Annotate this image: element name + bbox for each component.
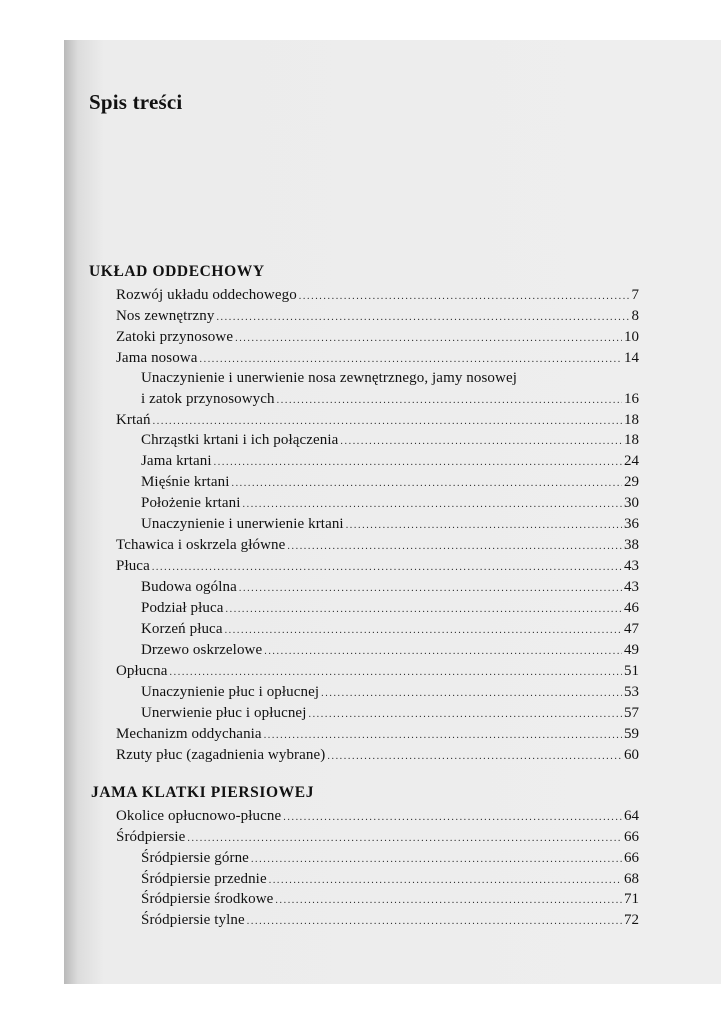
dot-leader [200, 350, 623, 370]
dot-leader [264, 726, 622, 746]
dot-leader [239, 579, 622, 599]
toc-entry-label: Śródpiersie przednie [141, 871, 267, 887]
toc-entry-page: 38 [624, 537, 639, 553]
toc-entry-label: Budowa ogólna [141, 579, 237, 595]
toc-entry-label: Mięśnie krtani [141, 474, 230, 490]
toc-entry-label: Okolice opłucnowo-płucne [116, 808, 282, 824]
toc-entry-page: 8 [631, 308, 639, 324]
toc-entry-label: Opłucna [116, 663, 168, 679]
dot-leader [231, 474, 622, 494]
dot-leader [170, 663, 622, 683]
toc-entry-page: 57 [624, 705, 639, 721]
toc-entry [116, 348, 639, 368]
toc-entry-page: 36 [624, 516, 639, 532]
toc-entry [116, 724, 639, 744]
toc-entry-page: 43 [624, 558, 639, 574]
page-title: Spis treści [89, 90, 183, 114]
toc-entry-label: i zatok przynosowych [141, 391, 275, 407]
toc-entry-label: Jama nosowa [116, 350, 198, 366]
toc-entry-label: Unaczynienie płuc i opłucnej [141, 684, 320, 700]
toc-entry-label: Mechanizm oddychania [116, 726, 262, 742]
dot-leader [243, 495, 623, 515]
toc-entry-page: 18 [624, 412, 639, 428]
toc-entry-page: 16 [624, 391, 639, 407]
dot-leader [287, 537, 622, 557]
toc-entry [116, 806, 639, 826]
toc-entry-page: 7 [631, 287, 639, 303]
toc-entry-label: Śródpiersie górne [141, 850, 249, 866]
toc-entry [141, 493, 639, 513]
dot-leader [235, 329, 622, 349]
toc-entry-page: 46 [624, 600, 639, 616]
dot-leader [226, 600, 622, 620]
toc-entry-label: Unerwienie płuc i opłucnej [141, 705, 307, 721]
toc-entry-page: 53 [624, 684, 639, 700]
toc-entry-label: Tchawica i oskrzela główne [116, 537, 286, 553]
toc-entry-label: Położenie krtani [141, 495, 241, 511]
toc-entry-label: Unaczynienie i unerwienie krtani [141, 516, 344, 532]
toc-entry-label: Rozwój układu oddechowego [116, 287, 297, 303]
dot-leader [251, 850, 622, 870]
dot-leader [308, 705, 622, 725]
toc-entry-page: 66 [624, 829, 639, 845]
toc-entry [141, 451, 639, 471]
dot-leader [225, 621, 622, 641]
toc-entry-page: 30 [624, 495, 639, 511]
toc-entry-label: Podział płuca [141, 600, 224, 616]
toc-entry [141, 619, 639, 639]
toc-entry [141, 598, 639, 618]
toc-entry [116, 410, 639, 430]
dot-leader [299, 287, 629, 307]
toc-entry [116, 306, 639, 326]
toc-entry-label: Płuca [116, 558, 150, 574]
toc-entry-page: 49 [624, 642, 639, 658]
toc-entry [141, 577, 639, 597]
toc-entry-page: 68 [624, 871, 639, 887]
dot-leader [340, 432, 622, 452]
dot-leader [264, 642, 622, 662]
toc-entry-page: 64 [624, 808, 639, 824]
toc-entry-page: 14 [624, 350, 639, 366]
toc-entry-page: 72 [624, 912, 639, 928]
toc-entry-label: Śródpiersie tylne [141, 912, 245, 928]
toc-entry-page: 60 [624, 747, 639, 763]
dot-leader [214, 453, 622, 473]
toc-entry-label: Chrząstki krtani i ich połączenia [141, 432, 339, 448]
toc-entry [141, 640, 639, 660]
toc-entry-label: Rzuty płuc (zagadnienia wybrane) [116, 747, 326, 763]
dot-leader [346, 516, 622, 536]
toc-entry [116, 745, 639, 765]
toc-entry [141, 389, 639, 409]
dot-leader [283, 808, 622, 828]
toc-entry [141, 703, 639, 723]
dot-leader [269, 871, 622, 891]
toc-entry-page: 66 [624, 850, 639, 866]
toc-entry [116, 661, 639, 681]
dot-leader [247, 912, 622, 932]
toc-entry-page: 71 [624, 891, 639, 907]
toc-entry [116, 556, 639, 576]
toc-entry-label: Śródpiersie [116, 829, 186, 845]
toc-entry [116, 535, 639, 555]
section-heading: JAMA KLATKI PIERSIOWEJ [91, 784, 315, 801]
toc-entry [116, 827, 639, 847]
toc-entry [141, 682, 639, 702]
section-heading: UKŁAD ODDECHOWY [89, 263, 265, 280]
toc-entry-label: Jama krtani [141, 453, 212, 469]
dot-leader [216, 308, 629, 328]
toc-entry [141, 869, 639, 889]
toc-entry-page: 51 [624, 663, 639, 679]
dot-leader [327, 747, 622, 767]
dot-leader [187, 829, 622, 849]
toc-entry-label: Krtań [116, 412, 151, 428]
toc-entry-label: Drzewo oskrzelowe [141, 642, 263, 658]
toc-entry [116, 285, 639, 305]
dot-leader [275, 891, 622, 911]
toc-entry [141, 430, 639, 450]
toc-entry-label: Śródpiersie środkowe [141, 891, 274, 907]
toc-entry-page: 18 [624, 432, 639, 448]
toc-entry-label: Korzeń płuca [141, 621, 223, 637]
toc-entry [141, 889, 639, 909]
toc-entry-page: 24 [624, 453, 639, 469]
dot-leader [152, 558, 622, 578]
toc-entry-page: 43 [624, 579, 639, 595]
toc-entry-page: 59 [624, 726, 639, 742]
dot-leader [321, 684, 622, 704]
toc-entry [116, 327, 639, 347]
dot-leader [277, 391, 622, 411]
toc-entry [141, 514, 639, 534]
toc-entry [141, 910, 639, 930]
toc-entry-label: Nos zewnętrzny [116, 308, 215, 324]
toc-entry-label-line1: Unaczynienie i unerwienie nosa zewnętrznego, jamy nosowej [141, 370, 517, 386]
toc-entry [141, 472, 639, 492]
toc-entry [141, 848, 639, 868]
toc-entry-page: 47 [624, 621, 639, 637]
toc-entry-page: 29 [624, 474, 639, 490]
toc-entry-page: 10 [624, 329, 639, 345]
dot-leader [153, 412, 622, 432]
toc-entry-label: Zatoki przynosowe [116, 329, 234, 345]
